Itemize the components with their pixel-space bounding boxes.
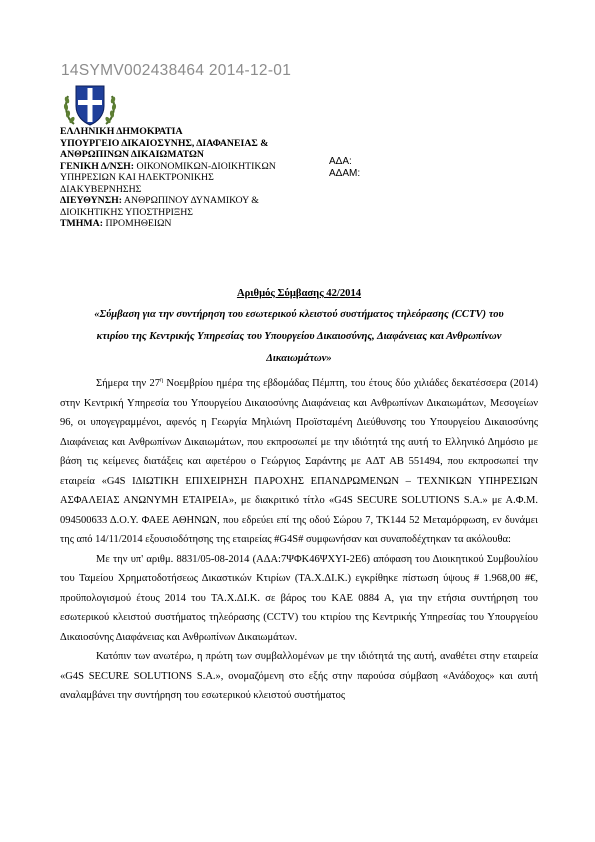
contract-subject-line-3: Δικαιωμάτων»	[266, 353, 332, 364]
contract-subject	[60, 304, 538, 370]
header-directorate: ΔΙΕΥΘΥΝΣΗ: ΑΝΘΡΩΠΙΝΟΥ ΔΥΝΑΜΙΚΟΥ &	[60, 195, 259, 206]
issuing-authority-block	[60, 126, 330, 230]
document-watermark-id: 14SYMV002438464 2014-12-01	[61, 62, 292, 79]
paragraph-assignment: Κατόπιν των ανωτέρω, η πρώτη των συμβαλλομένων με την ιδιότητά της αυτή, αναθέτει στην εταιρεία «G4S SECURE SOLUTIONS S.A.», ονομαζόμενη στο εξής στην παρούσα σύμβαση «Ανάδοχος» και αυτή αναλαμβάνει την συντήρηση του εσωτερικού κλειστού συστήματος	[60, 651, 538, 701]
paragraph-parties: Σήμερα την $27^\eta$ Νοεμβρίου ημέρα της εβδομάδας Πέμπτη, του έτους δύο χιλιάδες δεκατέσσερα (2014) στην Κεντρική Υπηρεσία του Υπουργείου Δικαιοσύνης Διαφάνειας και Ανθρωπίνων Δικαιωμάτων, Μεσογείων 96, οι υπογεγραμμένοι, αφενός η Γεωργία Μηλιώνη Προϊσταμένη Διεύθυνσης του Υπουργείου Δικαιοσύνης Διαφάνειας και Ανθρωπίνων Δικαιωμάτων, που εκπροσωπεί με την ιδιότητά της αυτή το Ελληνικό Δημόσιο με βάση τις κείμενες διατάξεις και αφετέρου ο Γεώργιος Σαράντης με ΑΔΤ ΑΒ 551494, που εκπροσωπεί την εταιρεία «G4S ΙΔΙΩΤΙΚΗ ΕΠΙΧΕΙΡΗΣΗ ΠΑΡΟΧΗΣ ΕΠΑΝΔΡΩΜΕΝΩΝ – ΤΕΧΝΙΚΩΝ ΥΠΗΡΕΣΙΩΝ ΑΣΦΑΛΕΙΑΣ ΑΝΩΝΥΜΗ ΕΤΑΙΡΕΙΑ», με διακριτικό τίτλο «G4S SECURE SOLUTIONS S.A.» με Α.Φ.Μ. 094500633 Δ.Ο.Υ. ΦΑΕΕ ΑΘΗΝΩΝ, που εδρεύει επί της οδού Σώρου 7, ΤΚ144 52 Μεταμόρφωση, εν δυνάμει της από 14/11/2014 εξουσιοδότησης της εταιρείας #G4S# συμφωνήσαν και συναποδέχτηκαν τα ακόλουθα:	[60, 377, 538, 545]
greek-coat-of-arms-emblem-icon	[60, 80, 120, 128]
header-general-directorate: ΓΕΝΙΚΗ Δ/ΝΣΗ: ΟΙΚΟΝΟΜΙΚΩΝ-ΔΙΟΙΚΗΤΙΚΩΝ	[60, 160, 276, 172]
adam-label: ΑΔΑΜ:	[329, 168, 361, 179]
header-general-directorate-cont2: ΔΙΑΚΥΒΕΡΝΗΣΗΣ	[60, 183, 142, 195]
contract-subject-line-1: «Σύμβαση για την συντήρηση του εσωτερικού κλειστού συστήματος τηλεόρασης (CCTV) του	[94, 309, 504, 320]
header-general-directorate-cont: ΥΠΗΡΕΣΙΩΝ ΚΑΙ ΗΛΕΚΤΡΟΝΙΚΗΣ	[60, 172, 214, 183]
header-republic: ΕΛΛΗΝΙΚΗ ΔΗΜΟΚΡΑΤΙΑ	[60, 126, 183, 137]
contract-subject-line-2: κτιρίου της Κεντρικής Υπηρεσίας του Υπουργείου Δικαιοσύνης, Διαφάνειας και Ανθρωπίνων	[96, 331, 502, 342]
header-directorate-cont: ΔΙΟΙΚΗΤΙΚΗΣ ΥΠΟΣΤΗΡΙΞΗΣ	[60, 206, 194, 218]
ada-label: ΑΔΑ:	[329, 156, 352, 167]
ada-block	[329, 156, 360, 180]
contract-body	[60, 374, 538, 706]
contract-number-title: Αριθμός Σύμβασης 42/2014	[236, 288, 362, 299]
paragraph-credit-approval: Με την υπ' αριθμ. 8831/05-08-2014 (ΑΔΑ:7ΨΦΚ46ΨΧΥΙ-2Ε6) απόφαση του Διοικητικού Συμβουλίου του Ταμείου Χρηματοδοτήσεως Δικαστικών Κτιρίων (ΤΑ.Χ.ΔΙ.Κ.) εγκρίθηκε πίστωση ύψους # 1.968,00 #€, προϋπολογισμού έτους 2014 του ΤΑ.Χ.ΔΙ.Κ. σε βάρος του ΚΑΕ 0884 Α, για την ετήσια συντήρηση του εσωτερικού κλειστού συστήματος τηλεόρασης (CCTV) του κτιρίου της Κεντρικής Υπηρεσίας του Υπουργείου Δικαιοσύνης Διαφάνειας και Ανθρωπίνων Δικαιωμάτων.	[60, 553, 538, 643]
header-ministry-cont: ΑΝΘΡΩΠΙΝΩΝ ΔΙΚΑΙΩΜΑΤΩΝ	[60, 149, 204, 160]
header-department: ΤΜΗΜΑ: ΠΡΟΜΗΘΕΙΩΝ	[60, 218, 172, 229]
header-ministry: ΥΠΟΥΡΓΕΙΟ ΔΙΚΑΙΟΣΥΝΗΣ, ΔΙΑΦΑΝΕΙΑΣ &	[60, 137, 269, 149]
